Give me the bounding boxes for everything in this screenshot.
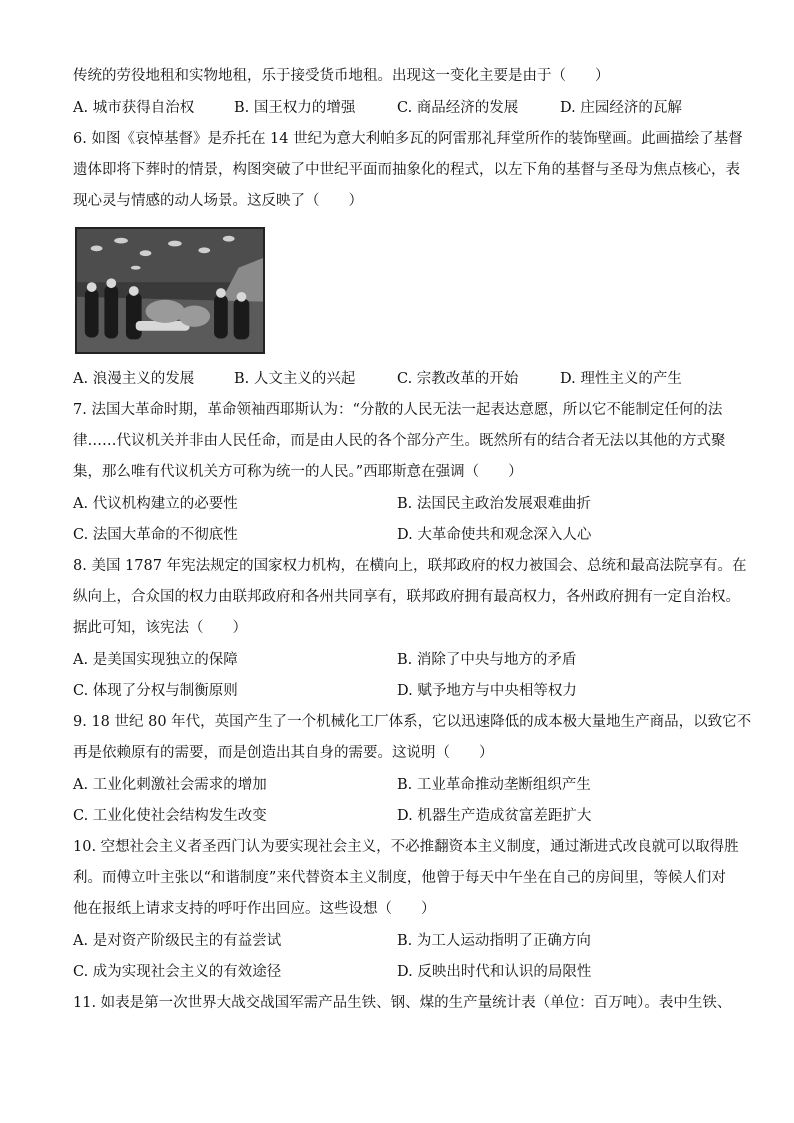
q8-option-c: C. 体现了分权与制衡原则 [73, 683, 238, 699]
q8-stem-line: 据此可知，该宪法（ ） [73, 620, 247, 636]
q10-stem-line: 利。而傅立叶主张以“和谐制度”来代替资本主义制度，他曾于每天中午坐在自己的房间里，等候人们对 [73, 870, 726, 886]
lamentation-fresco-image [75, 227, 265, 354]
q6-stem-line: 遗体即将下葬时的情景，构图突破了中世纪平面而抽象化的程式，以左下角的基督与圣母为焦点核心，表 [73, 162, 740, 178]
q9-stem-line: 再是依赖原有的需要，而是创造出其自身的需要。这说明（ ） [73, 745, 494, 761]
q11-stem-line: 11. 如表是第一次世界大战交战国军需产品生铁、钢、煤的生产量统计表（单位：百万吨）。表中生铁、 [73, 995, 732, 1011]
q10-stem-line: 10. 空想社会主义者圣西门认为要实现社会主义，不必推翻资本主义制度，通过渐进式改良就可以取得胜 [73, 839, 739, 855]
q5-option-a: A. 城市获得自治权 [73, 100, 195, 116]
q5-option-c: C. 商品经济的发展 [397, 100, 519, 116]
q9-option-c: C. 工业化使社会结构发生改变 [73, 808, 267, 824]
q7-option-b: B. 法国民主政治发展艰难曲折 [397, 496, 591, 512]
q8-option-b: B. 消除了中央与地方的矛盾 [397, 652, 577, 668]
q10-option-c: C. 成为实现社会主义的有效途径 [73, 964, 282, 980]
q9-option-b: B. 工业革命推动垄断组织产生 [397, 777, 591, 793]
q6-stem-line: 现心灵与情感的动人场景。这反映了（ ） [73, 193, 363, 209]
q5-option-b: B. 国王权力的增强 [234, 100, 356, 116]
q7-option-d: D. 大革命使共和观念深入人心 [397, 527, 592, 543]
q6-stem-line: 6. 如图《哀悼基督》是乔托在 14 世纪为意大利帕多瓦的阿雷那礼拜堂所作的装饰壁画。此画描绘了基督 [73, 131, 743, 147]
q7-option-a: A. 代议机构建立的必要性 [73, 496, 238, 512]
q9-stem-line: 9. 18 世纪 80 年代，英国产生了一个机械化工厂体系，它以迅速降低的成本极大量地生产商品，以致它不 [73, 714, 752, 730]
q7-stem-line: 律……代议机关并非由人民任命，而是由人民的各个部分产生。既然所有的结合者无法以其他的方式聚 [73, 433, 726, 449]
q7-stem-line: 7. 法国大革命时期，革命领袖西耶斯认为：“分散的人民无法一起表达意愿，所以它不能制定任何的法 [73, 402, 723, 418]
q8-option-d: D. 赋予地方与中央相等权力 [397, 683, 577, 699]
q5-option-d: D. 庄园经济的瓦解 [560, 100, 682, 116]
q10-stem-line: 他在报纸上请求支持的呼吁作出回应。这些设想（ ） [73, 901, 436, 917]
q7-stem-line: 集，那么唯有代议机关方可称为统一的人民。”西耶斯意在强调（ ） [73, 464, 523, 480]
q9-option-a: A. 工业化刺激社会需求的增加 [73, 777, 267, 793]
q10-option-b: B. 为工人运动指明了正确方向 [397, 933, 591, 949]
q9-option-d: D. 机器生产造成贫富差距扩大 [397, 808, 592, 824]
q6-option-a: A. 浪漫主义的发展 [73, 371, 195, 387]
q10-option-d: D. 反映出时代和认识的局限性 [397, 964, 592, 980]
q8-option-a: A. 是美国实现独立的保障 [73, 652, 238, 668]
q5-stem: 传统的劳役地租和实物地租，乐于接受货币地租。出现这一变化主要是由于（ ） [73, 68, 610, 84]
q10-option-a: A. 是对资产阶级民主的有益尝试 [73, 933, 282, 949]
q6-option-b: B. 人文主义的兴起 [234, 371, 356, 387]
q6-option-d: D. 理性主义的产生 [560, 371, 682, 387]
q7-option-c: C. 法国大革命的不彻底性 [73, 527, 238, 543]
q6-option-c: C. 宗教改革的开始 [397, 371, 519, 387]
q8-stem-line: 8. 美国 1787 年宪法规定的国家权力机构，在横向上，联邦政府的权力被国会、总统和最高法院享有。在 [73, 558, 747, 574]
q8-stem-line: 纵向上，合众国的权力由联邦政府和各州共同享有，联邦政府拥有最高权力，各州政府拥有一定自治权。 [73, 589, 740, 605]
